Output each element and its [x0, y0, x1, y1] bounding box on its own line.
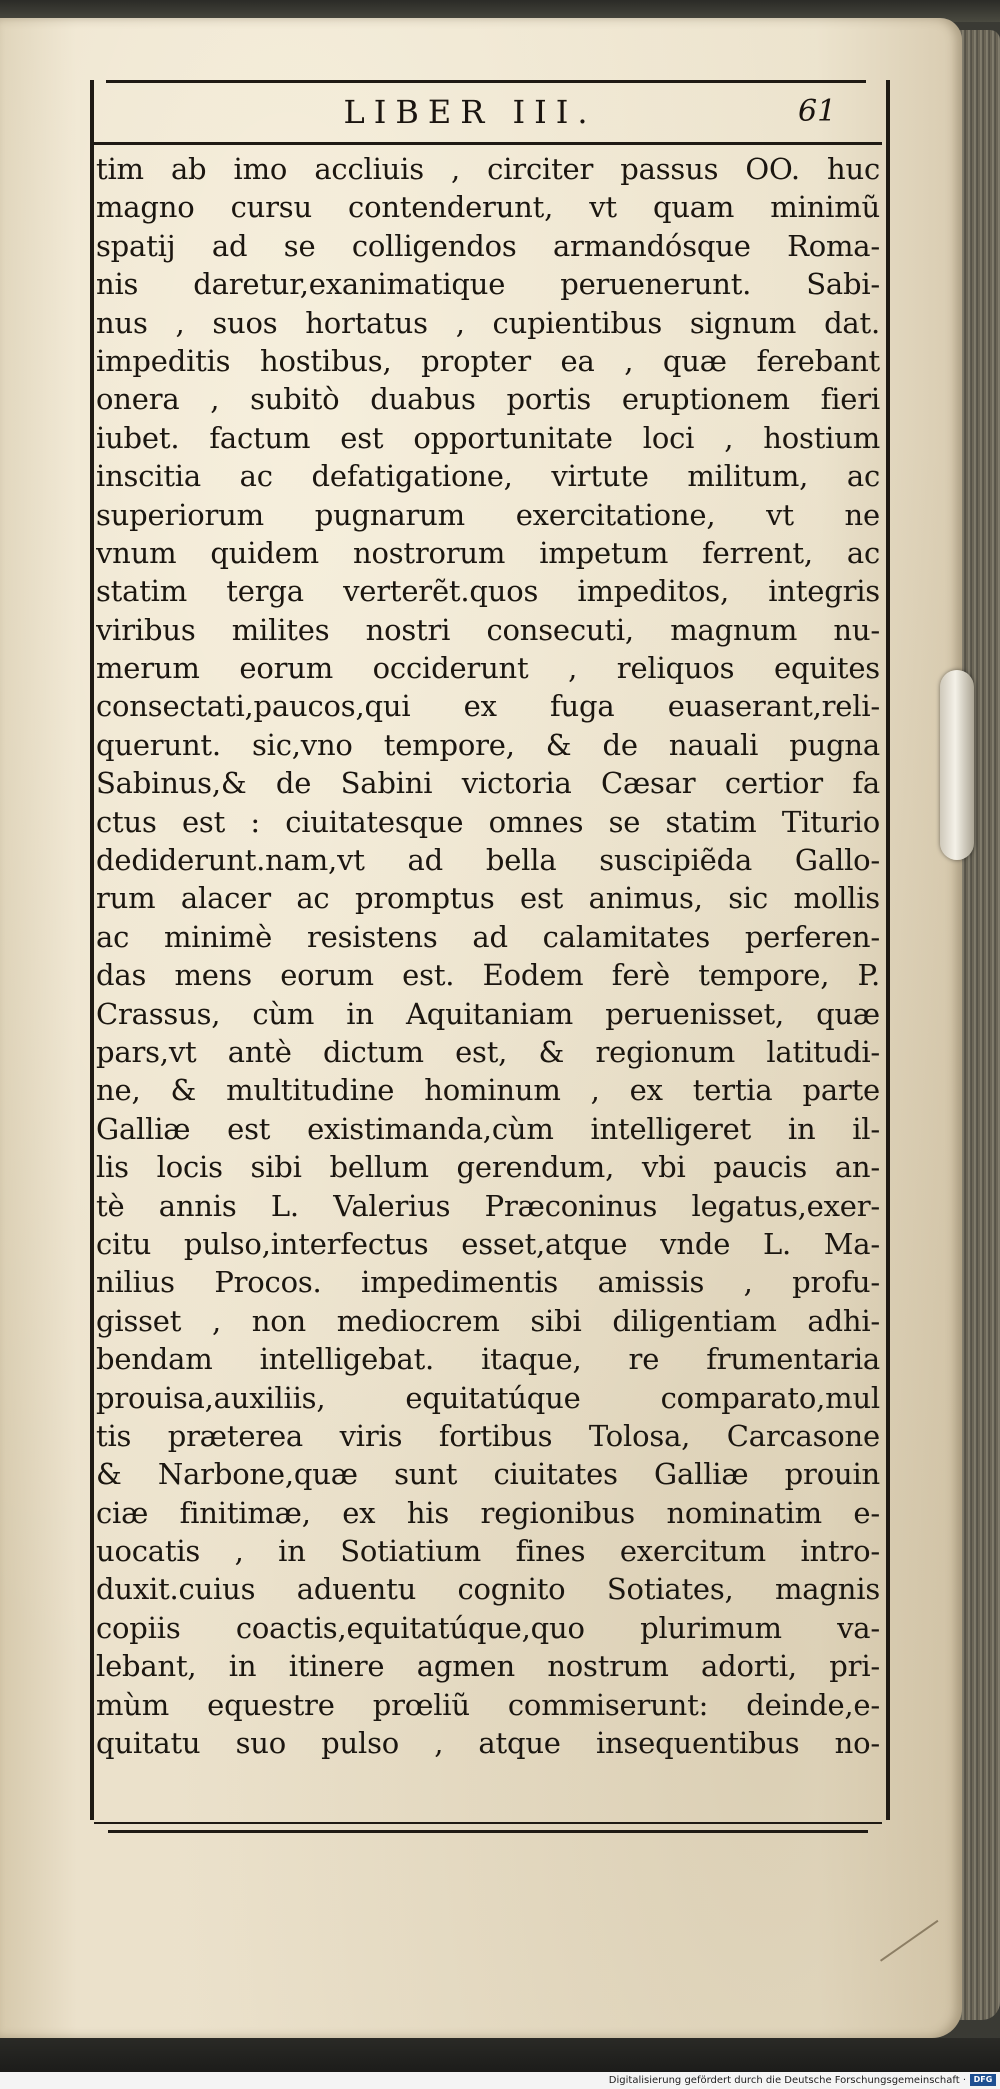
header-rule-top [106, 80, 866, 83]
text-line: quitatu suo pulso , atque insequentibus no- [96, 1726, 880, 1761]
page-number: 61 [798, 94, 837, 129]
text-line: Sabinus,& de Sabini victoria Cæsar certior fa [96, 766, 880, 801]
text-line: merum eorum occiderunt , reliquos equites [96, 651, 880, 686]
text-line: pars,vt antè dictum est, & regionum latitudi- [96, 1034, 880, 1069]
footer-rule-outer [108, 1830, 868, 1833]
text-line: nis daretur,exanimatique peruenerunt. Sabi- [96, 267, 880, 302]
text-line: iubet. factum est opportunitate loci , hostium [96, 420, 880, 455]
text-line: copiis coactis,equitatúque,quo plurimum va- [96, 1610, 880, 1645]
running-title: LIBER III. [343, 93, 597, 131]
text-line: superiorum pugnarum exercitatione, vt ne [96, 497, 880, 532]
text-line: Crassus, cùm in Aquitaniam peruenisset, quæ [96, 996, 880, 1031]
text-line: citu pulso,interfectus esset,atque vnde L. Ma- [96, 1226, 880, 1261]
text-line: vnum quidem nostrorum impetum ferrent, ac [96, 535, 880, 570]
text-line: viribus milites nostri consecuti, magnum nu- [96, 612, 880, 647]
text-line: nilius Procos. impedimentis amissis , profu- [96, 1265, 880, 1300]
text-line: mùm equestre prœliũ commiserunt: deinde,e- [96, 1687, 880, 1722]
text-line: dediderunt.nam,vt ad bella suscipiẽda Gallo- [96, 843, 880, 878]
text-line: lis locis sibi bellum gerendum, vbi paucis an- [96, 1150, 880, 1185]
header-rule-bottom [94, 142, 882, 145]
text-line: nus , suos hortatus , cupientibus signum dat. [96, 305, 880, 340]
text-line: onera , subitò duabus portis eruptionem fieri [96, 382, 880, 417]
text-line: ac minimè resistens ad calamitates perferen- [96, 919, 880, 954]
text-line: ciæ finitimæ, ex his regionibus nominatim e- [96, 1495, 880, 1530]
text-line: spatij ad se colligendos armandósque Roma- [96, 228, 880, 263]
text-line: lebant, in itinere agmen nostrum adorti, pri- [96, 1649, 880, 1684]
text-line: duxit.cuius aduentu cognito Sotiates, magnis [96, 1572, 880, 1607]
text-line: prouisa,auxiliis, equitatúque comparato,mul [96, 1380, 880, 1415]
text-line: inscitia ac defatigatione, virtute militum, ac [96, 459, 880, 494]
book-clasp [940, 670, 974, 860]
scan-bottom-shadow [0, 2038, 1000, 2072]
text-line: consectati,paucos,qui ex fuga euaserant,reli- [96, 689, 880, 724]
text-line: impeditis hostibus, propter ea , quæ ferebant [96, 343, 880, 378]
text-line: bendam intelligebat. itaque, re frumentaria [96, 1342, 880, 1377]
footer-rule-inner [94, 1822, 882, 1824]
text-line: ne, & multitudine hominum , ex tertia parte [96, 1073, 880, 1108]
text-line: uocatis , in Sotiatium fines exercitum intro- [96, 1534, 880, 1569]
text-line: gisset , non mediocrem sibi diligentiam adhi- [96, 1303, 880, 1338]
text-line: & Narbone,quæ sunt ciuitates Galliæ prouin [96, 1457, 880, 1492]
text-line: ctus est : ciuitatesque omnes se statim Titurio [96, 804, 880, 839]
text-line: querunt. sic,vno tempore, & de nauali pugna [96, 727, 880, 762]
text-line: statim terga verterẽt.quos impeditos, integris [96, 574, 880, 609]
text-line: tim ab imo accliuis , circiter passus OO. huc [96, 152, 880, 186]
text-line: rum alacer ac promptus est animus, sic mollis [96, 881, 880, 916]
text-line: tis præterea viris fortibus Tolosa, Carcasone [96, 1418, 880, 1453]
body-text [96, 150, 880, 1810]
dfg-logo: DFG [970, 2074, 996, 2086]
text-line: Galliæ est existimanda,cùm intelligeret in il- [96, 1111, 880, 1146]
text-line: tè annis L. Valerius Præconinus legatus,exer- [96, 1188, 880, 1223]
text-line: das mens eorum est. Eodem ferè tempore, P. [96, 958, 880, 993]
digitization-credit: Digitalisierung gefördert durch die Deutsche Forschungsgemeinschaft · [608, 2075, 966, 2086]
text-line: magno cursu contenderunt, vt quam minimũ [96, 190, 880, 225]
